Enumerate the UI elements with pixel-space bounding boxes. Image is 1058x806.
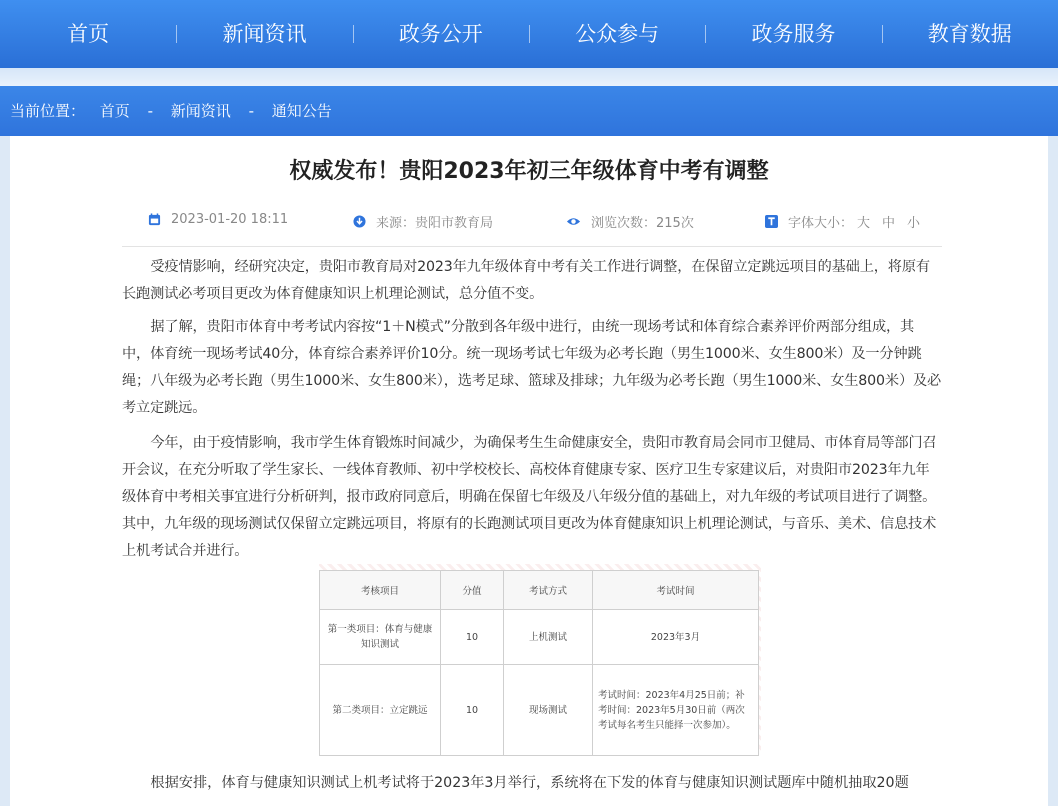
meta-source-text: 来源：贵阳市教育局	[376, 216, 494, 231]
nav-news[interactable]: 新闻资讯	[176, 0, 352, 68]
meta-source	[353, 212, 493, 231]
nav-home[interactable]: 首页	[67, 22, 110, 46]
breadcrumb-separator: -	[248, 102, 255, 120]
article-card	[10, 136, 1048, 806]
article-body	[122, 254, 942, 571]
font-size-label: 字体大小：	[788, 216, 854, 231]
top-navigation	[0, 0, 1058, 68]
meta-views-text: 浏览次数：215次	[591, 216, 694, 231]
table-cell: 第一类项目：体育与健康知识测试	[320, 610, 441, 665]
font-size-small-button[interactable]: 小	[907, 216, 921, 231]
breadcrumb-separator: -	[147, 102, 154, 120]
font-size-large-button[interactable]: 大	[857, 216, 871, 231]
meta-date	[148, 212, 288, 227]
nav-government-affairs[interactable]: 政务公开	[353, 0, 529, 68]
article-title: 权威发布！贵阳2023年初三年级体育中考有调整	[289, 159, 769, 184]
breadcrumb-notices[interactable]: 通知公告	[271, 102, 332, 120]
meta-font-size	[765, 212, 920, 231]
paragraph: 根据安排，体育与健康知识测试上机考试将于2023年3月举行，系统将在下发的体育与健康知识测试题库中随机抽取20题	[150, 775, 909, 791]
table-header: 分值	[441, 571, 504, 610]
table-header: 考试方式	[504, 571, 593, 610]
table-header: 考核项目	[320, 571, 441, 610]
table-cell: 第二类项目：立定跳远	[320, 665, 441, 756]
table-header-row	[320, 571, 759, 610]
meta-views	[566, 212, 694, 231]
nav-divider-band	[0, 68, 1058, 86]
font-size-medium-button[interactable]: 中	[882, 216, 896, 231]
breadcrumb	[0, 86, 1058, 136]
table-cell: 上机测试	[504, 610, 593, 665]
table-header: 考试时间	[593, 571, 759, 610]
breadcrumb-home[interactable]: 首页	[99, 102, 130, 120]
exam-table-image	[319, 564, 761, 754]
table-cell: 10	[441, 665, 504, 756]
table-row	[320, 610, 759, 665]
meta-date-text: 2023-01-20 18:11	[171, 212, 289, 227]
paragraph: 受疫情影响，经研究决定，贵阳市教育局对2023年九年级体育中考有关工作进行调整，在保留立定跳远项目的基础上，将原有长跑测试必考项目更改为体育健康知识上机理论测试，总分值不变。	[122, 259, 930, 302]
table-cell: 10	[441, 610, 504, 665]
text-size-icon	[765, 215, 778, 228]
calendar-icon	[148, 213, 161, 226]
eye-icon	[566, 215, 581, 228]
breadcrumb-label: 当前位置：	[10, 102, 86, 120]
nav-government-services[interactable]: 政务服务	[705, 0, 881, 68]
nav-education-data[interactable]: 教育数据	[882, 0, 1058, 68]
table-cell: 现场测试	[504, 665, 593, 756]
breadcrumb-news[interactable]: 新闻资讯	[170, 102, 231, 120]
nav-public-participation[interactable]: 公众参与	[529, 0, 705, 68]
article-meta	[122, 206, 942, 247]
table-cell: 考试时间：2023年4月25日前；补考时间：2023年5月30日前（两次考试每名考生只能择一次参加）。	[593, 665, 759, 756]
paragraph: 今年，由于疫情影响，我市学生体育锻炼时间减少，为确保考生生命健康安全，贵阳市教育局会同市卫健局、市体育局等部门召开会议，在充分听取了学生家长、一线体育教师、初中学校校长、高校体育健康专家、医疗卫生专家建议后，对贵阳市2023年九年级体育中考相关事宜进行分析研判，报市政府同意后，明确在保留七年级及八年级分值的基础上，对九年级的考试项目进行了调整。其中，九年级的现场测试仅保留立定跳远项目，将原有的长跑测试项目更改为体育健康知识上机理论测试，与音乐、美术、信息技术上机考试合并进行。	[122, 435, 937, 559]
exam-table	[319, 570, 759, 756]
table-cell: 2023年3月	[593, 610, 759, 665]
table-row	[320, 665, 759, 756]
paragraph: 据了解，贵阳市体育中考考试内容按“1＋N模式”分散到各年级中进行，由统一现场考试和体育综合素养评价两部分组成，其中，体育统一现场考试40分，体育综合素养评价10分。统一现场考试七年级为必考长跑（男生1000米、女生800米）及一分钟跳绳；八年级为必考长跑（男生1000米、女生800米），选考足球、篮球及排球；九年级为必考长跑（男生1000米、女生800米）及必考立定跳远。	[122, 319, 942, 416]
download-icon	[353, 215, 366, 228]
